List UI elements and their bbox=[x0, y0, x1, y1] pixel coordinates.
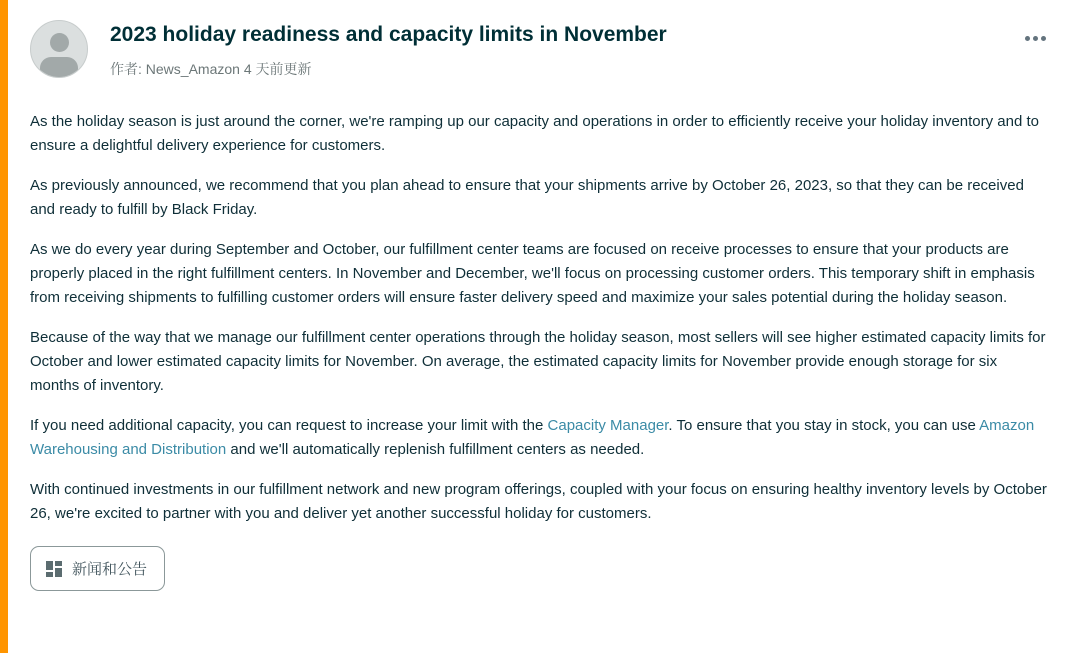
byline: 作者: News_Amazon 4 天前更新 bbox=[110, 61, 312, 77]
grid-icon bbox=[46, 561, 62, 577]
paragraph: As previously announced, we recommend that you plan ahead to ensure that your shipments arrive by October 26, 2023, so that they can be received and ready to fulfill by Black Friday. bbox=[30, 177, 1024, 218]
paragraph: As we do every year during September and October, our fulfillment center teams are focused on receive processes to ensure that your products are properly placed in the right fulfillment centers. In November and December, we'll focus on processing customer orders. This temporary shift in emphasis from receiving shipments to fulfilling customer orders will ensure faster delivery speed and maximize your sales potential during the holiday season. bbox=[30, 241, 1035, 306]
paragraph-text: . To ensure that you stay in stock, you can use bbox=[668, 417, 980, 434]
avatar bbox=[30, 20, 88, 78]
person-icon-body bbox=[40, 57, 78, 78]
article-header bbox=[0, 0, 1080, 79]
tag-label: 新闻和公告 bbox=[72, 561, 148, 578]
capacity-manager-link[interactable]: Capacity Manager bbox=[547, 417, 669, 434]
ellipsis-dot bbox=[1025, 36, 1030, 41]
article-body bbox=[30, 110, 1048, 526]
page-title: 2023 holiday readiness and capacity limits in November bbox=[110, 23, 667, 46]
paragraph: As the holiday season is just around the corner, we're ramping up our capacity and operations in order to efficiently receive your holiday inventory and to ensure a delightful delivery experience for customers. bbox=[30, 113, 1039, 154]
paragraph: Because of the way that we manage our fulfillment center operations through the holiday season, most sellers will see higher estimated capacity limits for October and lower estimated capacity limits for November. On average, the estimated capacity limits for November provide enough storage for six months of inventory. bbox=[30, 329, 1046, 394]
paragraph-with-links bbox=[30, 414, 1048, 462]
ellipsis-menu-icon[interactable] bbox=[1021, 32, 1050, 45]
ellipsis-dot bbox=[1033, 36, 1038, 41]
accent-bar bbox=[0, 0, 8, 653]
amazon-warehousing-distribution-link[interactable]: Amazon Warehousing and Distribution bbox=[30, 417, 1035, 458]
news-announcements-tag-button[interactable] bbox=[30, 546, 165, 591]
paragraph-text: and we'll automatically replenish fulfillment centers as needed. bbox=[226, 441, 645, 458]
header-text bbox=[110, 20, 1021, 79]
paragraph: With continued investments in our fulfillment network and new program offerings, coupled with your focus on ensuring healthy inventory levels by October 26, we're excited to partner with you and deliver yet another successful holiday for customers. bbox=[30, 481, 1047, 522]
ellipsis-dot bbox=[1041, 36, 1046, 41]
paragraph-text: If you need additional capacity, you can request to increase your limit with the bbox=[30, 417, 548, 434]
person-icon bbox=[50, 33, 69, 52]
